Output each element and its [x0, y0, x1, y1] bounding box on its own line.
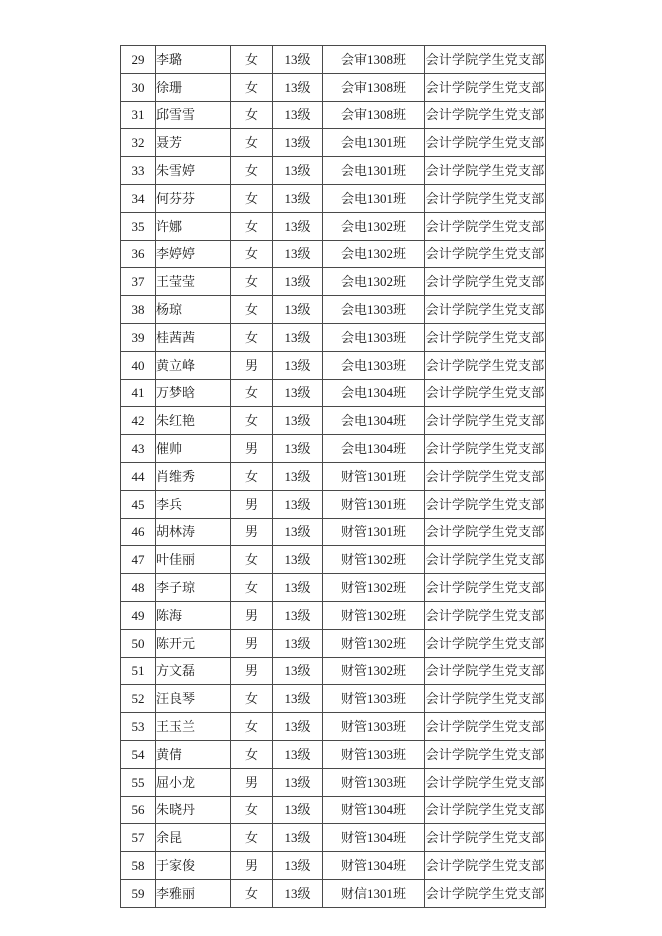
cell-grade: 13级: [273, 657, 323, 685]
cell-gender: 女: [231, 574, 273, 602]
cell-branch: 会计学院学生党支部: [425, 46, 546, 74]
cell-no: 56: [121, 796, 156, 824]
cell-gender: 男: [231, 435, 273, 463]
table-row: [121, 407, 546, 435]
student-roster-table: [120, 45, 546, 908]
cell-gender: 女: [231, 796, 273, 824]
cell-name: 何芬芬: [156, 184, 231, 212]
cell-clazz: 会电1303班: [323, 323, 425, 351]
cell-grade: 13级: [273, 240, 323, 268]
cell-clazz: 财管1302班: [323, 601, 425, 629]
cell-gender: 女: [231, 46, 273, 74]
table-row: [121, 879, 546, 907]
cell-clazz: 会电1301班: [323, 184, 425, 212]
cell-gender: 男: [231, 351, 273, 379]
cell-name: 邱雪雪: [156, 101, 231, 129]
cell-clazz: 会电1304班: [323, 379, 425, 407]
cell-gender: 女: [231, 879, 273, 907]
cell-no: 41: [121, 379, 156, 407]
table-row: [121, 46, 546, 74]
cell-gender: 男: [231, 518, 273, 546]
cell-clazz: 会审1308班: [323, 101, 425, 129]
cell-clazz: 会电1302班: [323, 212, 425, 240]
cell-gender: 女: [231, 546, 273, 574]
cell-clazz: 财管1302班: [323, 546, 425, 574]
cell-grade: 13级: [273, 879, 323, 907]
cell-grade: 13级: [273, 713, 323, 741]
cell-name: 黄倩: [156, 740, 231, 768]
cell-branch: 会计学院学生党支部: [425, 574, 546, 602]
cell-name: 李婷婷: [156, 240, 231, 268]
cell-no: 48: [121, 574, 156, 602]
cell-grade: 13级: [273, 407, 323, 435]
cell-name: 李璐: [156, 46, 231, 74]
cell-branch: 会计学院学生党支部: [425, 824, 546, 852]
cell-branch: 会计学院学生党支部: [425, 101, 546, 129]
cell-grade: 13级: [273, 379, 323, 407]
cell-name: 李雅丽: [156, 879, 231, 907]
cell-gender: 女: [231, 824, 273, 852]
cell-branch: 会计学院学生党支部: [425, 296, 546, 324]
cell-gender: 男: [231, 852, 273, 880]
table-row: [121, 768, 546, 796]
table-row: [121, 296, 546, 324]
cell-branch: 会计学院学生党支部: [425, 629, 546, 657]
cell-name: 于家俊: [156, 852, 231, 880]
cell-clazz: 财管1303班: [323, 740, 425, 768]
cell-branch: 会计学院学生党支部: [425, 601, 546, 629]
cell-branch: 会计学院学生党支部: [425, 212, 546, 240]
cell-no: 53: [121, 713, 156, 741]
cell-branch: 会计学院学生党支部: [425, 129, 546, 157]
cell-name: 王莹莹: [156, 268, 231, 296]
cell-name: 陈开元: [156, 629, 231, 657]
cell-gender: 女: [231, 212, 273, 240]
cell-clazz: 财管1303班: [323, 685, 425, 713]
cell-branch: 会计学院学生党支部: [425, 73, 546, 101]
cell-no: 51: [121, 657, 156, 685]
table-row: [121, 685, 546, 713]
cell-no: 39: [121, 323, 156, 351]
cell-clazz: 财管1302班: [323, 629, 425, 657]
cell-no: 46: [121, 518, 156, 546]
cell-gender: 女: [231, 323, 273, 351]
table-row: [121, 713, 546, 741]
cell-grade: 13级: [273, 462, 323, 490]
cell-no: 42: [121, 407, 156, 435]
cell-branch: 会计学院学生党支部: [425, 796, 546, 824]
table-row: [121, 462, 546, 490]
cell-no: 45: [121, 490, 156, 518]
cell-gender: 女: [231, 129, 273, 157]
table-row: [121, 101, 546, 129]
cell-grade: 13级: [273, 740, 323, 768]
cell-clazz: 财管1302班: [323, 657, 425, 685]
table-row: [121, 629, 546, 657]
cell-no: 34: [121, 184, 156, 212]
cell-no: 52: [121, 685, 156, 713]
table-row: [121, 852, 546, 880]
cell-name: 杨琼: [156, 296, 231, 324]
cell-name: 徐珊: [156, 73, 231, 101]
cell-gender: 女: [231, 379, 273, 407]
cell-name: 朱雪婷: [156, 157, 231, 185]
cell-clazz: 会审1308班: [323, 46, 425, 74]
table-row: [121, 212, 546, 240]
table-row: [121, 268, 546, 296]
cell-clazz: 会电1302班: [323, 268, 425, 296]
cell-name: 聂芳: [156, 129, 231, 157]
cell-name: 余昆: [156, 824, 231, 852]
cell-grade: 13级: [273, 685, 323, 713]
cell-no: 38: [121, 296, 156, 324]
table-row: [121, 184, 546, 212]
cell-branch: 会计学院学生党支部: [425, 852, 546, 880]
table-row: [121, 379, 546, 407]
cell-clazz: 财管1303班: [323, 768, 425, 796]
cell-no: 36: [121, 240, 156, 268]
cell-grade: 13级: [273, 129, 323, 157]
cell-no: 33: [121, 157, 156, 185]
cell-no: 59: [121, 879, 156, 907]
cell-grade: 13级: [273, 518, 323, 546]
cell-branch: 会计学院学生党支部: [425, 379, 546, 407]
cell-grade: 13级: [273, 435, 323, 463]
table-row: [121, 490, 546, 518]
cell-gender: 男: [231, 657, 273, 685]
cell-gender: 女: [231, 685, 273, 713]
cell-no: 57: [121, 824, 156, 852]
cell-clazz: 会电1301班: [323, 129, 425, 157]
cell-gender: 女: [231, 713, 273, 741]
cell-name: 肖维秀: [156, 462, 231, 490]
table-row: [121, 157, 546, 185]
cell-clazz: 财管1303班: [323, 713, 425, 741]
cell-no: 47: [121, 546, 156, 574]
table-row: [121, 435, 546, 463]
table-row: [121, 351, 546, 379]
cell-grade: 13级: [273, 768, 323, 796]
cell-branch: 会计学院学生党支部: [425, 351, 546, 379]
cell-grade: 13级: [273, 796, 323, 824]
cell-branch: 会计学院学生党支部: [425, 768, 546, 796]
cell-name: 许娜: [156, 212, 231, 240]
cell-grade: 13级: [273, 268, 323, 296]
cell-grade: 13级: [273, 824, 323, 852]
cell-no: 40: [121, 351, 156, 379]
cell-no: 49: [121, 601, 156, 629]
cell-gender: 男: [231, 601, 273, 629]
cell-grade: 13级: [273, 46, 323, 74]
cell-gender: 男: [231, 629, 273, 657]
cell-branch: 会计学院学生党支部: [425, 685, 546, 713]
cell-name: 叶佳丽: [156, 546, 231, 574]
table-row: [121, 796, 546, 824]
cell-gender: 女: [231, 740, 273, 768]
cell-branch: 会计学院学生党支部: [425, 240, 546, 268]
cell-branch: 会计学院学生党支部: [425, 435, 546, 463]
cell-no: 55: [121, 768, 156, 796]
cell-name: 陈海: [156, 601, 231, 629]
cell-grade: 13级: [273, 852, 323, 880]
cell-grade: 13级: [273, 184, 323, 212]
cell-grade: 13级: [273, 73, 323, 101]
table-row: [121, 740, 546, 768]
table-row: [121, 73, 546, 101]
table-row: [121, 601, 546, 629]
cell-grade: 13级: [273, 546, 323, 574]
table-row: [121, 546, 546, 574]
cell-branch: 会计学院学生党支部: [425, 713, 546, 741]
cell-branch: 会计学院学生党支部: [425, 518, 546, 546]
cell-clazz: 会审1308班: [323, 73, 425, 101]
table-row: [121, 574, 546, 602]
cell-branch: 会计学院学生党支部: [425, 490, 546, 518]
cell-name: 方文磊: [156, 657, 231, 685]
cell-gender: 女: [231, 296, 273, 324]
cell-grade: 13级: [273, 629, 323, 657]
cell-no: 50: [121, 629, 156, 657]
cell-name: 李子琼: [156, 574, 231, 602]
cell-branch: 会计学院学生党支部: [425, 740, 546, 768]
cell-no: 43: [121, 435, 156, 463]
cell-grade: 13级: [273, 323, 323, 351]
cell-no: 31: [121, 101, 156, 129]
cell-name: 李兵: [156, 490, 231, 518]
table-row: [121, 824, 546, 852]
cell-gender: 女: [231, 462, 273, 490]
cell-gender: 女: [231, 157, 273, 185]
cell-clazz: 财管1301班: [323, 462, 425, 490]
cell-clazz: 财管1302班: [323, 574, 425, 602]
table-row: [121, 518, 546, 546]
cell-name: 胡林涛: [156, 518, 231, 546]
cell-clazz: 会电1303班: [323, 351, 425, 379]
cell-branch: 会计学院学生党支部: [425, 546, 546, 574]
cell-clazz: 会电1301班: [323, 157, 425, 185]
cell-name: 黄立峰: [156, 351, 231, 379]
cell-gender: 男: [231, 768, 273, 796]
cell-no: 29: [121, 46, 156, 74]
cell-name: 朱晓丹: [156, 796, 231, 824]
cell-grade: 13级: [273, 212, 323, 240]
cell-grade: 13级: [273, 157, 323, 185]
cell-grade: 13级: [273, 490, 323, 518]
roster-table-body: [121, 46, 546, 908]
cell-clazz: 财信1301班: [323, 879, 425, 907]
cell-grade: 13级: [273, 351, 323, 379]
cell-name: 王玉兰: [156, 713, 231, 741]
cell-branch: 会计学院学生党支部: [425, 268, 546, 296]
cell-grade: 13级: [273, 296, 323, 324]
cell-no: 37: [121, 268, 156, 296]
cell-no: 30: [121, 73, 156, 101]
cell-no: 54: [121, 740, 156, 768]
cell-clazz: 会电1304班: [323, 435, 425, 463]
cell-clazz: 财管1304班: [323, 852, 425, 880]
cell-name: 屈小龙: [156, 768, 231, 796]
cell-branch: 会计学院学生党支部: [425, 157, 546, 185]
cell-name: 朱红艳: [156, 407, 231, 435]
cell-clazz: 财管1304班: [323, 824, 425, 852]
cell-name: 万梦晗: [156, 379, 231, 407]
cell-branch: 会计学院学生党支部: [425, 323, 546, 351]
cell-clazz: 财管1304班: [323, 796, 425, 824]
cell-no: 32: [121, 129, 156, 157]
cell-gender: 女: [231, 101, 273, 129]
cell-gender: 男: [231, 490, 273, 518]
cell-branch: 会计学院学生党支部: [425, 657, 546, 685]
cell-gender: 女: [231, 268, 273, 296]
table-row: [121, 129, 546, 157]
cell-name: 催帅: [156, 435, 231, 463]
cell-clazz: 财管1301班: [323, 518, 425, 546]
cell-grade: 13级: [273, 574, 323, 602]
cell-branch: 会计学院学生党支部: [425, 462, 546, 490]
cell-branch: 会计学院学生党支部: [425, 407, 546, 435]
cell-gender: 女: [231, 73, 273, 101]
cell-grade: 13级: [273, 601, 323, 629]
cell-grade: 13级: [273, 101, 323, 129]
cell-gender: 女: [231, 240, 273, 268]
cell-name: 桂茜茜: [156, 323, 231, 351]
cell-clazz: 会电1303班: [323, 296, 425, 324]
table-row: [121, 240, 546, 268]
cell-clazz: 会电1304班: [323, 407, 425, 435]
cell-branch: 会计学院学生党支部: [425, 184, 546, 212]
cell-no: 44: [121, 462, 156, 490]
cell-branch: 会计学院学生党支部: [425, 879, 546, 907]
table-row: [121, 657, 546, 685]
cell-no: 58: [121, 852, 156, 880]
cell-name: 汪良琴: [156, 685, 231, 713]
cell-no: 35: [121, 212, 156, 240]
cell-clazz: 会电1302班: [323, 240, 425, 268]
cell-gender: 女: [231, 407, 273, 435]
table-row: [121, 323, 546, 351]
cell-gender: 女: [231, 184, 273, 212]
cell-clazz: 财管1301班: [323, 490, 425, 518]
